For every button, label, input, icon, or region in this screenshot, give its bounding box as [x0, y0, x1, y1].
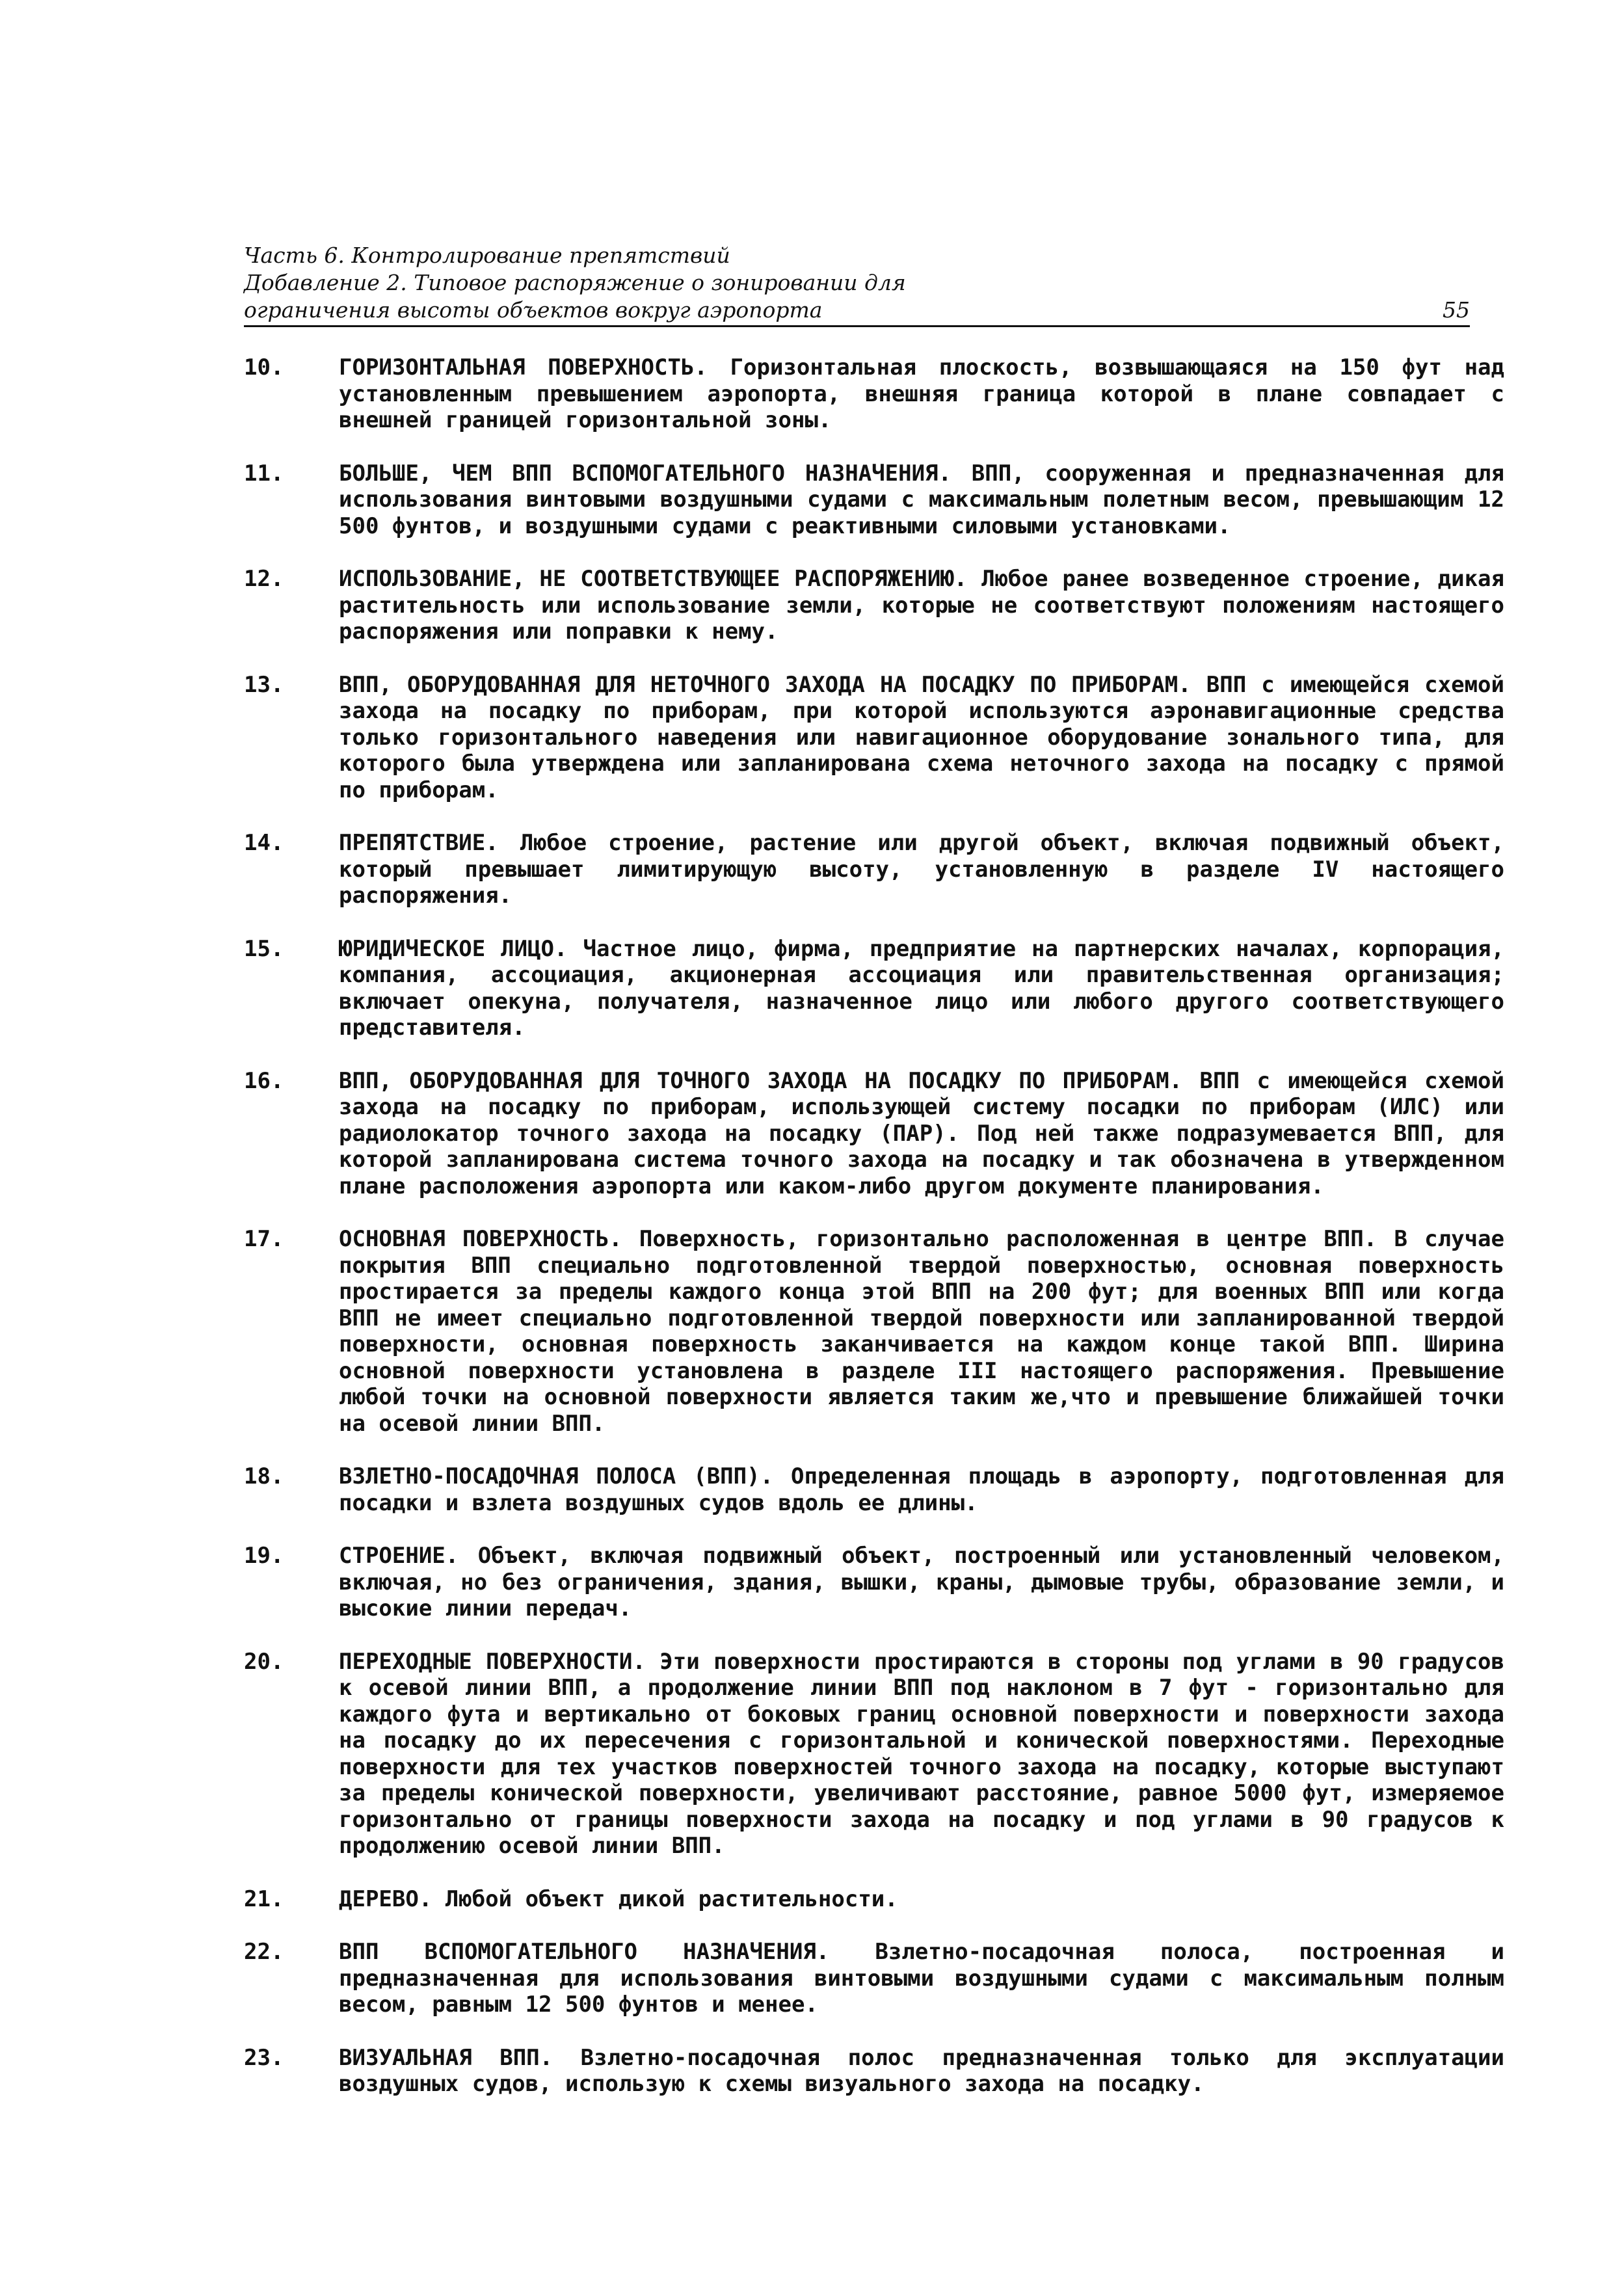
definition-text: ПРЕПЯТСТВИЕ. Любое строение, растение или другой объект, включая подвижный объект, который превышает лимитирующую высоту, установленную в разделе IV настоящего распоряжения.	[339, 830, 1504, 909]
definition-text: ГОРИЗОНТАЛЬНАЯ ПОВЕРХНОСТЬ. Горизонтальная плоскость, возвышающаяся на 150 фут над установленным превышением аэропорта, внешняя граница которой в плане совпадает с внешней границей горизонтальной зоны.	[339, 354, 1504, 433]
definition-item	[244, 1226, 1519, 1437]
definition-text: ВЗЛЕТНО-ПОСАДОЧНАЯ ПОЛОСА (ВПП). Определенная площадь в аэропорту, подготовленная для посадки и взлета воздушных судов вдоль ее длины.	[339, 1463, 1504, 1516]
definition-text: ОСНОВНАЯ ПОВЕРХНОСТЬ. Поверхность, горизонтально расположенная в центре ВПП. В случае покрытия ВПП специально подготовленной твердой поверхностью, основная поверхность простирается за пределы каждого конца этой ВПП на 200 фут; для военных ВПП или когда ВПП не имеет специально подготовленной твердой поверхности или запланированной твердой поверхности, основная поверхность заканчивается на каждом конце такой ВПП. Ширина основной поверхности установлена в разделе III настоящего распоряжения. Превышение любой точки на основной поверхности является таким же,что и превышение ближайшей точки на осевой линии ВПП.	[339, 1226, 1504, 1437]
definition-text: ВПП, ОБОРУДОВАННАЯ ДЛЯ ТОЧНОГО ЗАХОДА НА ПОСАДКУ ПО ПРИБОРАМ. ВПП с имеющейся схемой захода на посадку по приборам, использующей систему посадки по приборам (ИЛС) или радиолокатор точного захода на посадку (ПАР). Под ней также подразумевается ВПП, для которой запланирована система точного захода на посадку и так обозначена в утвержденном плане расположения аэропорта или каком-либо другом документе планирования.	[339, 1067, 1504, 1199]
definition-text: ЮРИДИЧЕСКОЕ ЛИЦО. Частное лицо, фирма, предприятие на партнерских началах, корпорация, компания, ассоциация, акционерная ассоциация или правительственная организация; включает опекуна, получателя, назначенное лицо или любого другого соответствующего представителя.	[339, 935, 1504, 1041]
definition-text: БОЛЬШЕ, ЧЕМ ВПП ВСПОМОГАТЕЛЬНОГО НАЗНАЧЕНИЯ. ВПП, сооруженная и предназначенная для использования винтовыми воздушными судами с максимальным полетным весом, превышающим 12 500 фунтов, и воздушными судами с реактивными силовыми установками.	[339, 460, 1504, 539]
header-appendix-subtitle-text: ограничения высоты объектов вокруг аэропорта	[244, 297, 823, 323]
definition-number: 11.	[244, 460, 284, 486]
definition-text: ВИЗУАЛЬНАЯ ВПП. Взлетно-посадочная полос предназначенная только для эксплуатации воздушных судов, использую к схемы визуального захода на посадку.	[339, 2044, 1504, 2097]
definition-item	[244, 672, 1519, 804]
definition-number: 12.	[244, 566, 284, 592]
definition-item	[244, 830, 1519, 909]
definition-item	[244, 1886, 1519, 1913]
definition-item	[244, 1543, 1519, 1622]
definition-item	[244, 2045, 1519, 2098]
definition-number: 20.	[244, 1648, 284, 1675]
definition-item	[244, 1649, 1519, 1859]
definition-number: 18.	[244, 1463, 284, 1489]
definitions-list	[244, 354, 1519, 2124]
definition-item	[244, 1068, 1519, 1200]
definition-item	[244, 1939, 1519, 2018]
definition-number: 10.	[244, 354, 284, 380]
definition-number: 21.	[244, 1886, 284, 1912]
definition-number: 22.	[244, 1939, 284, 1965]
definition-text: ИСПОЛЬЗОВАНИЕ, НЕ СООТВЕТСТВУЮЩЕЕ РАСПОРЯЖЕНИЮ. Любое ранее возведенное строение, дикая растительность или использование земли, которые не соответствуют положениям настоящего распоряжения или поправки к нему.	[339, 566, 1504, 645]
header-part-title: Часть 6. Контролирование препятствий	[244, 243, 730, 268]
definition-item	[244, 1463, 1519, 1516]
definition-number: 16.	[244, 1067, 284, 1094]
definition-text: ПЕРЕХОДНЫЕ ПОВЕРХНОСТИ. Эти поверхности простираются в стороны под углами в 90 градусов к осевой линии ВПП, а продолжение линии ВПП под наклоном в 7 фут - горизонтально для каждого фута и вертикально от боковых границ основной поверхности и поверхности захода на посадку до их пересечения с горизонтальной и конической поверхностями. Переходные поверхности для тех участков поверхностей точного захода на посадку, которые выступают за пределы конической поверхности, увеличивают расстояние, равное 5000 фут, измеряемое горизонтально от границы поверхности захода на посадку и под углами в 90 градусов к продолжению осевой линии ВПП.	[339, 1648, 1504, 1859]
running-header	[244, 242, 1470, 327]
definition-text: ВПП, ОБОРУДОВАННАЯ ДЛЯ НЕТОЧНОГО ЗАХОДА НА ПОСАДКУ ПО ПРИБОРАМ. ВПП с имеющейся схемой захода на посадку по приборам, при которой используются аэронавигационные средства только горизонтального наведения или навигационное оборудование зонального типа, для которого была утверждена или запланирована схема неточного захода на посадку с прямой по приборам.	[339, 671, 1504, 803]
page-number: 55	[1443, 297, 1470, 323]
header-appendix-subtitle	[244, 297, 1470, 327]
definition-text: ДЕРЕВО. Любой объект дикой растительности.	[339, 1886, 898, 1912]
definition-number: 19.	[244, 1543, 284, 1569]
definition-item	[244, 936, 1519, 1041]
definition-number: 23.	[244, 2044, 284, 2071]
definition-number: 14.	[244, 830, 284, 856]
definition-number: 15.	[244, 935, 284, 962]
definition-item	[244, 354, 1519, 434]
definition-text: СТРОЕНИЕ. Объект, включая подвижный объект, построенный или установленный человеком, включая, но без ограничения, здания, вышки, краны, дымовые трубы, образование земли, и высокие линии передач.	[339, 1543, 1504, 1621]
definition-item	[244, 460, 1519, 540]
definition-text: ВПП ВСПОМОГАТЕЛЬНОГО НАЗНАЧЕНИЯ. Взлетно-посадочная полоса, построенная и предназначенная для использования винтовыми воздушными судами с максимальным полным весом, равным 12 500 фунтов и менее.	[339, 1939, 1504, 2018]
header-appendix-title: Добавление 2. Типовое распоряжение о зонировании для	[244, 270, 906, 295]
definition-item	[244, 566, 1519, 645]
definition-number: 17.	[244, 1226, 284, 1252]
definition-number: 13.	[244, 671, 284, 698]
